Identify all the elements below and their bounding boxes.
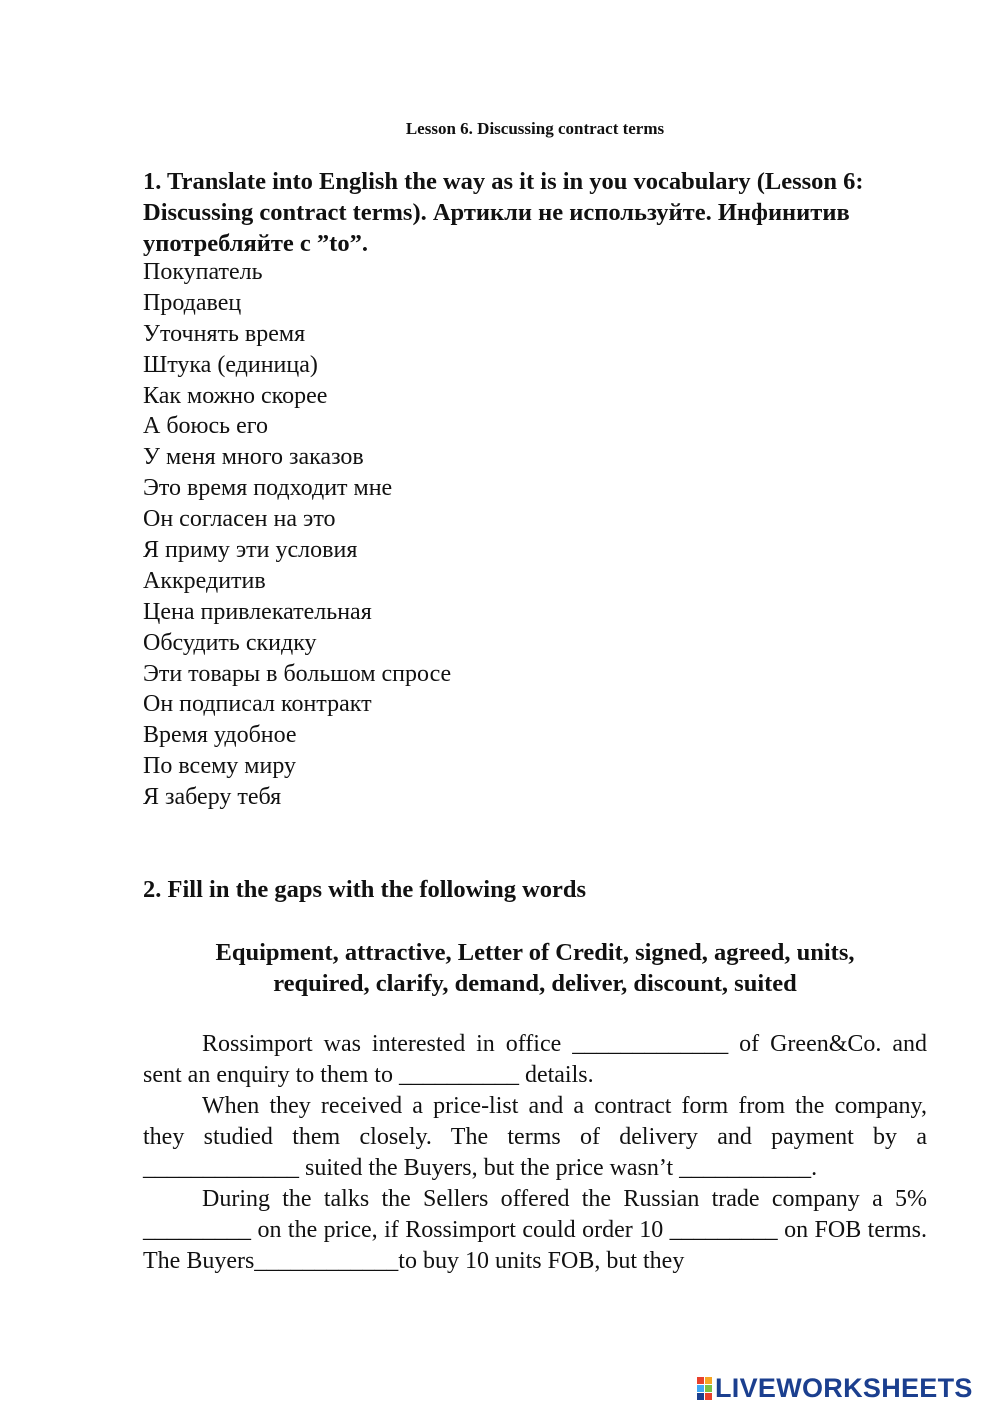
vocab-item: Эти товары в большом спросе [143, 660, 452, 687]
vocab-item: Продавец [143, 289, 242, 316]
vocab-item: Он согласен на это [143, 506, 336, 533]
vocab-item: Время удобное [143, 722, 297, 749]
vocab-item: Уточнять время [143, 320, 306, 347]
logo-square [697, 1377, 704, 1384]
logo-square [697, 1393, 704, 1400]
vocab-item: Он подписал контракт [143, 691, 372, 718]
vocab-item: А боюсь его [143, 413, 268, 440]
logo-square [705, 1377, 712, 1384]
vocab-item: Как можно скорее [143, 382, 328, 409]
word-bank [143, 937, 927, 999]
vocab-item: Аккредитив [143, 567, 266, 594]
passage-paragraph: Rossimport was interested in office _____________ of Green&Co. and sent an enquiry to them to __________ details. [143, 1031, 927, 1088]
logo-square [705, 1393, 712, 1400]
passage-paragraph: During the talks the Sellers offered the Russian trade company a 5% _________ on the price, if Rossimport could order 10 _________ on FOB terms. The Buyers____________to buy 10 units FOB, but they [143, 1186, 927, 1274]
logo-square [705, 1385, 712, 1392]
logo-square [697, 1385, 704, 1392]
vocab-item: По всему миру [143, 753, 297, 780]
liveworksheets-mark-icon [697, 1377, 712, 1400]
vocab-item: Я заберу тебя [143, 784, 282, 811]
liveworksheets-wordmark: LIVEWORKSHEETS [715, 1373, 973, 1403]
vocab-item: Я приму эти условия [143, 537, 358, 564]
exercise-2-heading: 2. Fill in the gaps with the following words [143, 876, 587, 903]
liveworksheets-logo [697, 1373, 973, 1404]
vocabulary-list [143, 257, 451, 813]
vocab-item: Цена привлекательная [143, 598, 372, 625]
vocab-item: Покупатель [143, 259, 263, 285]
vocab-item: Штука (единица) [143, 351, 318, 378]
vocab-item: Обсудить скидку [143, 629, 317, 656]
vocab-item: У меня много заказов [143, 444, 364, 471]
lesson-title: Lesson 6. Discussing contract terms [405, 119, 665, 138]
exercise-1-heading: 1. Translate into English the way as it is in you vocabulary (Lesson 6: Discussing contract terms). Артикли не используйте. Инфинитив употребляйте с ”to”. [143, 168, 864, 257]
word-bank-line: required, clarify, demand, deliver, discount, suited [273, 970, 797, 997]
fill-gaps-passage [143, 1029, 927, 1277]
vocab-item: Это время подходит мне [143, 475, 393, 502]
passage-paragraph: When they received a price-list and a contract form from the company, they studied them closely. The terms of delivery and payment by a _____________ suited the Buyers, but the price wasn’t ___________. [143, 1093, 927, 1181]
word-bank-line: Equipment, attractive, Letter of Credit, signed, agreed, units, [215, 939, 855, 966]
